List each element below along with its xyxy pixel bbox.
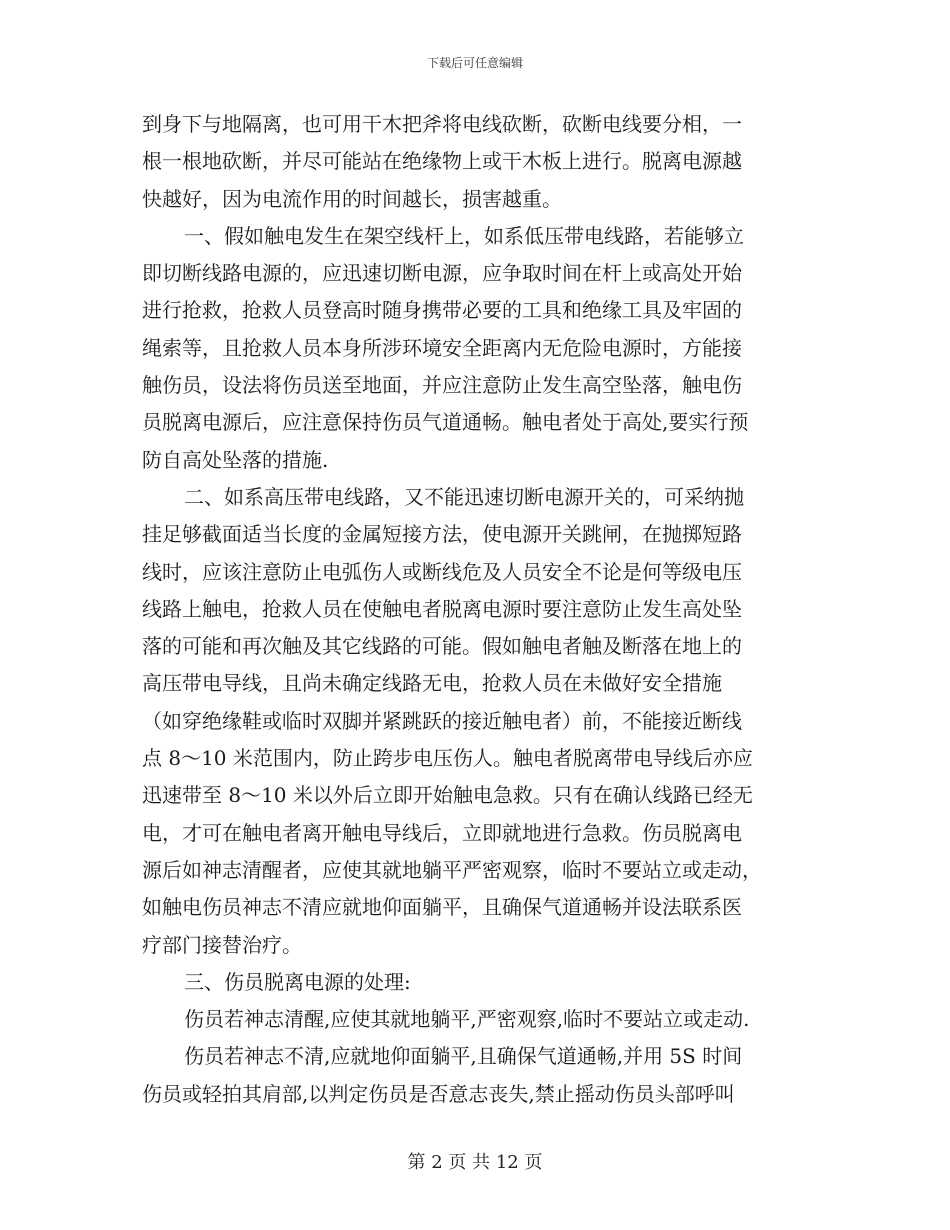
text-line: 伤员若神志清醒,应使其就地躺平,严密观察,临时不要站立或走动. bbox=[184, 1007, 750, 1032]
text-line: 伤员若神志不清,应就地仰面躺平,且确保气道通畅,并用 5S 时间 bbox=[184, 1044, 743, 1069]
text-line: 迅速带至 8～10 米以外后立即开始触电急救。只有在确认线路已经无 bbox=[142, 783, 753, 808]
document-body bbox=[142, 106, 810, 1113]
text-line: 防自高处坠落的措施. bbox=[142, 447, 329, 472]
text-line: 高压带电导线，且尚未确定线路无电，抢救人员在未做好安全措施 bbox=[142, 671, 722, 696]
text-line: 挂足够截面适当长度的金属短接方法，使电源开关跳闸，在抛掷短路 bbox=[142, 522, 742, 547]
text-line: 点 8～10 米范围内，防止跨步电压伤人。触电者脱离带电导线后亦应 bbox=[142, 746, 753, 771]
text-line: 根一根地砍断，并尽可能站在绝缘物上或干木板上进行。脱离电源越 bbox=[142, 149, 742, 174]
text-line: （如穿绝缘鞋或临时双脚并紧跳跃的接近触电者）前，不能接近断线 bbox=[142, 708, 742, 733]
text-line: 线时，应该注意防止电弧伤人或断线危及人员安全不论是何等级电压 bbox=[142, 559, 742, 584]
text-line: 如触电伤员神志不清应就地仰面躺平，且确保气道通畅并设法联系医 bbox=[142, 895, 742, 920]
text-line: 电，才可在触电者离开触电导线后，立即就地进行急救。伤员脱离电 bbox=[142, 820, 742, 845]
text-line: 进行抢救，抢救人员登高时随身携带必要的工具和绝缘工具及牢固的 bbox=[142, 298, 742, 323]
text-line: 一、假如触电发生在架空线杆上，如系低压带电线路，若能够立 bbox=[184, 223, 744, 248]
text-line: 二、如系高压带电线路，又不能迅速切断电源开关的，可采纳抛 bbox=[184, 484, 744, 509]
page-number-footer: 第 2 页 共 12 页 bbox=[407, 1152, 543, 1173]
text-line: 员脱离电源后，应注意保持伤员气道通畅。触电者处于高处,要实行预 bbox=[142, 410, 749, 435]
text-line: 伤员或轻拍其肩部,以判定伤员是否意志丧失,禁止摇动伤员头部呼叫 bbox=[142, 1081, 735, 1106]
text-line: 绳索等，且抢救人员本身所涉环境安全距离内无危险电源时，方能接 bbox=[142, 335, 742, 360]
text-line: 三、伤员脱离电源的处理: bbox=[184, 969, 411, 994]
page-header: 下载后可任意编辑 bbox=[426, 56, 523, 70]
text-line: 即切断线路电源的，应迅速切断电源，应争取时间在杆上或高处开始 bbox=[142, 261, 742, 286]
text-line: 落的可能和再次触及其它线路的可能。假如触电者触及断落在地上的 bbox=[142, 634, 742, 659]
text-line: 疗部门接替治疗。 bbox=[142, 932, 302, 957]
text-line: 线路上触电，抢救人员在使触电者脱离电源时要注意防止发生高处坠 bbox=[142, 596, 742, 621]
text-line: 到身下与地隔离，也可用干木把斧将电线砍断，砍断电线要分相，一 bbox=[142, 112, 742, 136]
text-line: 源后如神志清醒者，应使其就地躺平严密观察，临时不要站立或走动， bbox=[142, 857, 762, 882]
text-line: 触伤员，设法将伤员送至地面，并应注意防止发生高空坠落，触电伤 bbox=[142, 373, 742, 398]
text-line: 快越好，因为电流作用的时间越长，损害越重。 bbox=[142, 186, 562, 211]
